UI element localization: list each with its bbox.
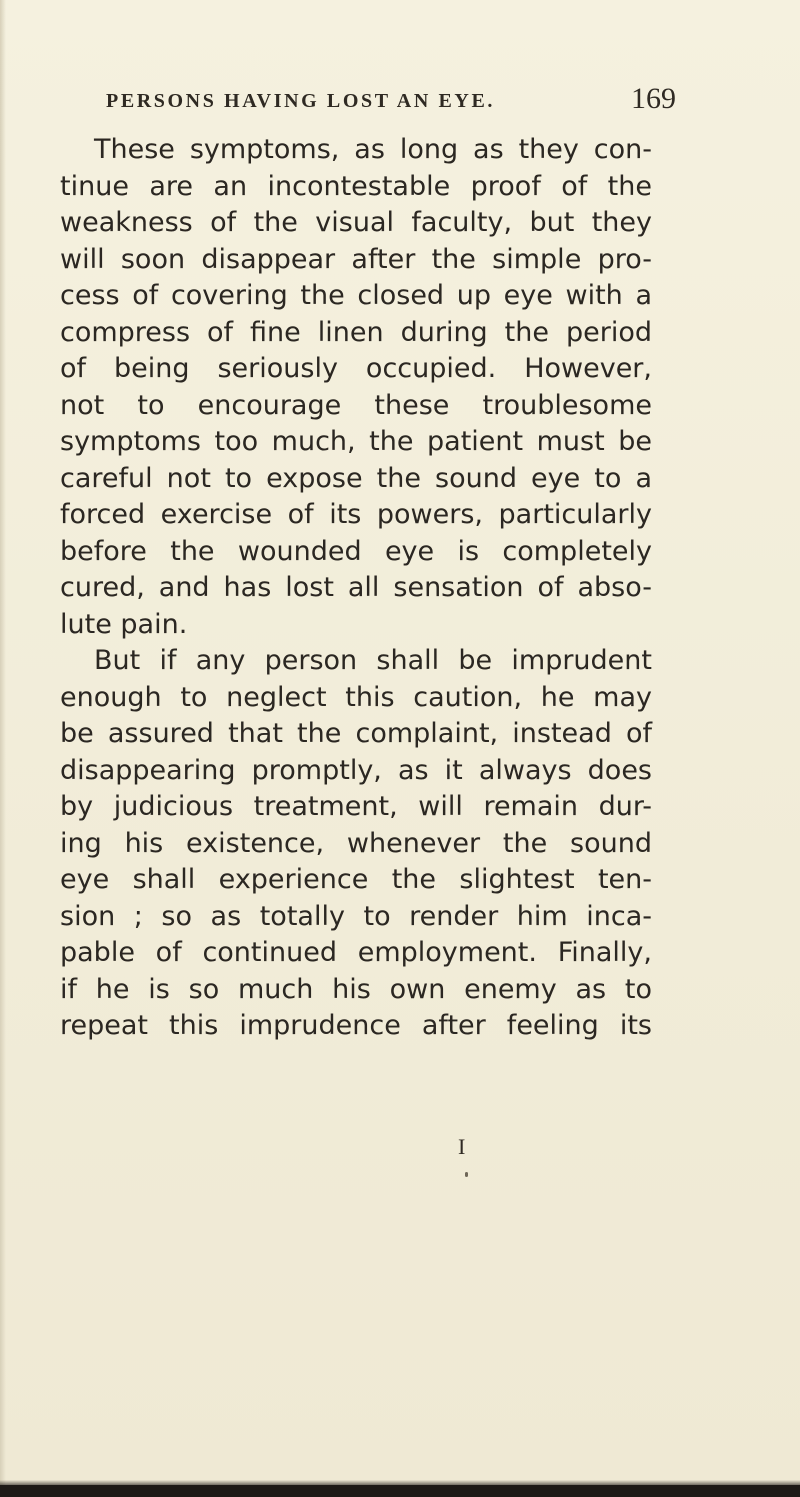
text-line: cess of covering the closed up eye with a	[60, 280, 652, 311]
text-line: symptoms too much, the patient must be	[60, 426, 652, 457]
body-text	[60, 132, 652, 1045]
paragraph-2	[60, 643, 652, 1045]
text-line: eye shall experience the slightest ten-	[60, 864, 652, 895]
text-line: enough to neglect this caution, he may	[60, 681, 652, 713]
text-line: weakness of the visual faculty, but they	[60, 207, 652, 238]
text-line: cured, and has lost all sensation of abso-	[60, 572, 652, 603]
text-line: tinue are an incontestable proof of the	[60, 170, 652, 202]
signature-mark: I	[458, 1134, 466, 1159]
text-line: of being seriously occupied. However,	[60, 353, 652, 384]
text-line: be assured that the complaint, instead of	[60, 718, 652, 749]
page-bottom-edge	[0, 1485, 800, 1497]
text-line: But if any person shall be imprudent	[94, 645, 652, 676]
text-line: before the wounded eye is completely	[60, 535, 652, 567]
text-line: by judicious treatment, will remain dur-	[60, 791, 652, 822]
running-head	[106, 80, 676, 120]
text-line: pable of continued employment. Finally,	[60, 937, 652, 968]
text-line: if he is so much his own enemy as to	[60, 973, 652, 1005]
running-title: PERSONS HAVING LOST AN EYE.	[106, 90, 495, 112]
text-line: forced exercise of its powers, particularly	[60, 499, 652, 530]
text-line: will soon disappear after the simple pro-	[60, 243, 652, 275]
text-line: These symptoms, as long as they con-	[94, 134, 652, 165]
text-line: compress of fine linen during the period	[60, 316, 652, 348]
ink-speck	[465, 1172, 468, 1177]
text-line: careful not to expose the sound eye to a	[60, 462, 652, 494]
text-line: repeat this imprudence after feeling its	[60, 1010, 652, 1041]
page-number: 169	[631, 82, 676, 115]
paragraph-1	[60, 132, 652, 643]
text-line: not to encourage these troublesome	[60, 389, 652, 421]
page-left-edge	[0, 0, 6, 1497]
text-line: lute pain.	[60, 608, 188, 640]
text-line: sion ; so as totally to render him inca-	[60, 900, 652, 932]
text-line: disappearing promptly, as it always does	[60, 754, 652, 786]
text-line: ing his existence, whenever the sound	[60, 827, 652, 859]
